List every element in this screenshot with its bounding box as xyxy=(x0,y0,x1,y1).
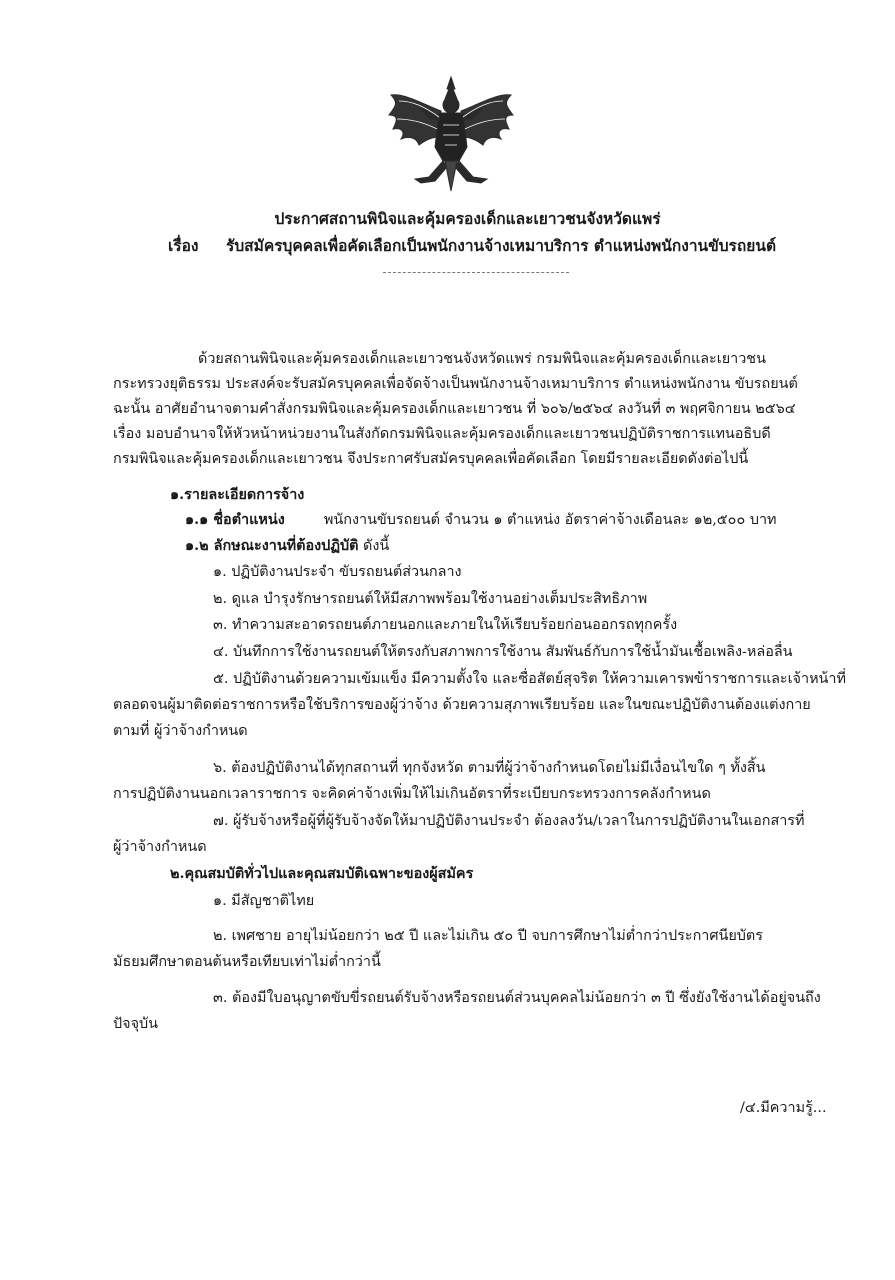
title-divider xyxy=(383,272,569,273)
intro-line-4: เรื่อง มอบอำนาจให้หัวหน้าหน่วยงานในสังกัดกรมพินิจและคุ้มครองเด็กและเยาวชนปฏิบัติราชการแทนอธิบดี xyxy=(113,426,771,442)
item-1-1-label: ๑.๑ ชื่อตำแหน่ง xyxy=(185,511,285,528)
intro-line-5: กรมพินิจและคุ้มครองเด็กและเยาวชน จึงประกาศรับสมัครบุคคลเพื่อคัดเลือก โดยมีรายละเอียดดังต่อไปนี้ xyxy=(113,451,749,467)
duty-2: ๒. ดูแล บำรุงรักษารถยนต์ให้มีสภาพพร้อมใช้งานอย่างเต็มประสิทธิภาพ xyxy=(213,591,648,607)
qualification-3-line-1: ๓. ต้องมีใบอนุญาตขับขี่รถยนต์รับจ้างหรือรถยนต์ส่วนบุคคลไม่น้อยกว่า ๓ ปี ซึ่งยังใช้งานได้อยู่จนถึง xyxy=(213,990,821,1006)
item-1-2-suffix: ดังนี้ xyxy=(363,538,390,554)
duty-5-line-2: ตลอดจนผู้มาติดต่อราชการหรือใช้บริการของผู้ว่าจ้าง ด้วยความสุภาพเรียบร้อย และในขณะปฏิบัติงานต้องแต่งกาย xyxy=(113,697,811,713)
item-1-2-label: ๑.๒ ลักษณะงานที่ต้องปฏิบัติ xyxy=(185,537,359,554)
intro-line-3: ฉะนั้น อาศัยอำนาจตามคำสั่งกรมพินิจและคุ้มครองเด็กและเยาวชน ที่ ๖๐๖/๒๕๖๔ ลงวันที่ ๓ พฤศจิกายน ๒๕๖๔ xyxy=(113,401,796,417)
intro-line-1: ด้วยสถานพินิจและคุ้มครองเด็กและเยาวชนจังหวัดแพร่ กรมพินิจและคุ้มครองเด็กและเยาวชน xyxy=(198,351,766,367)
announcement-title: ประกาศสถานพินิจและคุ้มครองเด็กและเยาวชนจังหวัดแพร่ xyxy=(274,209,661,228)
section2-heading: ๒.คุณสมบัติทั่วไปและคุณสมบัติเฉพาะของผู้สมัคร xyxy=(170,865,474,882)
garuda-emblem-icon xyxy=(385,75,517,195)
duty-1: ๑. ปฏิบัติงานประจำ ขับรถยนต์ส่วนกลาง xyxy=(213,564,462,580)
duty-4: ๔. บันทึกการใช้งานรถยนต์ให้ตรงกับสภาพการใช้งาน สัมพันธ์กับการใช้น้ำมันเชื้อเพลิง-หล่อลื่น xyxy=(213,644,793,660)
item-1-1-text: พนักงานขับรถยนต์ จำนวน ๑ ตำแหน่ง อัตราค่าจ้างเดือนละ ๑๒,๕๐๐ บาท xyxy=(323,512,777,528)
subject-label: เรื่อง xyxy=(168,236,199,255)
duty-7-line-2: ผู้ว่าจ้างกำหนด xyxy=(113,839,207,855)
section1-heading: ๑.รายละเอียดการจ้าง xyxy=(170,486,305,503)
duty-5-line-3: ตามที่ ผู้ว่าจ้างกำหนด xyxy=(113,723,248,739)
intro-line-2: กระทรวงยุติธรรม ประสงค์จะรับสมัครบุคคลเพื่อจัดจ้างเป็นพนักงานจ้างเหมาบริการ ตำแหน่งพนักงาน ขับรถยนต์ xyxy=(113,376,798,392)
continuation-note: /๔.มีความรู้... xyxy=(740,1100,827,1116)
item-1-2 xyxy=(185,535,389,557)
duty-3: ๓. ทำความสะอาดรถยนต์ภายนอกและภายในให้เรียบร้อยก่อนออกรถทุกครั้ง xyxy=(213,617,678,633)
duty-5-line-1: ๕. ปฏิบัติงานด้วยความเข้มแข็ง มีความตั้งใจ และซื่อสัตย์สุจริต ให้ความเคารพข้าราชการและเจ้าหน้าที่ xyxy=(213,671,846,687)
qualification-1: ๑. มีสัญชาติไทย xyxy=(213,893,315,909)
qualification-2-line-1: ๒. เพศชาย อายุไม่น้อยกว่า ๒๕ ปี และไม่เกิน ๕๐ ปี จบการศึกษาไม่ต่ำกว่าประกาศนียบัตร xyxy=(213,928,764,944)
duty-6-line-1: ๖. ต้องปฏิบัติงานได้ทุกสถานที่ ทุกจังหวัด ตามที่ผู้ว่าจ้างกำหนดโดยไม่มีเงื่อนไขใด ๆ ทั้งสิ้น xyxy=(213,760,766,776)
announcement-subject xyxy=(168,235,776,257)
qualification-2-line-2: มัธยมศึกษาตอนต้นหรือเทียบเท่าไม่ต่ำกว่านี้ xyxy=(113,954,381,970)
item-1-1 xyxy=(185,509,777,531)
duty-6-line-2: การปฏิบัติงานนอกเวลาราชการ จะคิดค่าจ้างเพิ่มให้ไม่เกินอัตราที่ระเบียบกระทรวงการคลังกำหนด xyxy=(113,786,711,802)
duty-7-line-1: ๗. ผู้รับจ้างหรือผู้ที่ผู้รับจ้างจัดให้มาปฏิบัติงานประจำ ต้องลงวัน/เวลาในการปฏิบัติงานในเอกสารที่ xyxy=(213,813,805,829)
qualification-3-line-2: ปัจจุบัน xyxy=(113,1016,158,1032)
subject-text: รับสมัครบุคคลเพื่อคัดเลือกเป็นพนักงานจ้างเหมาบริการ ตำแหน่งพนักงานขับรถยนต์ xyxy=(226,236,777,255)
